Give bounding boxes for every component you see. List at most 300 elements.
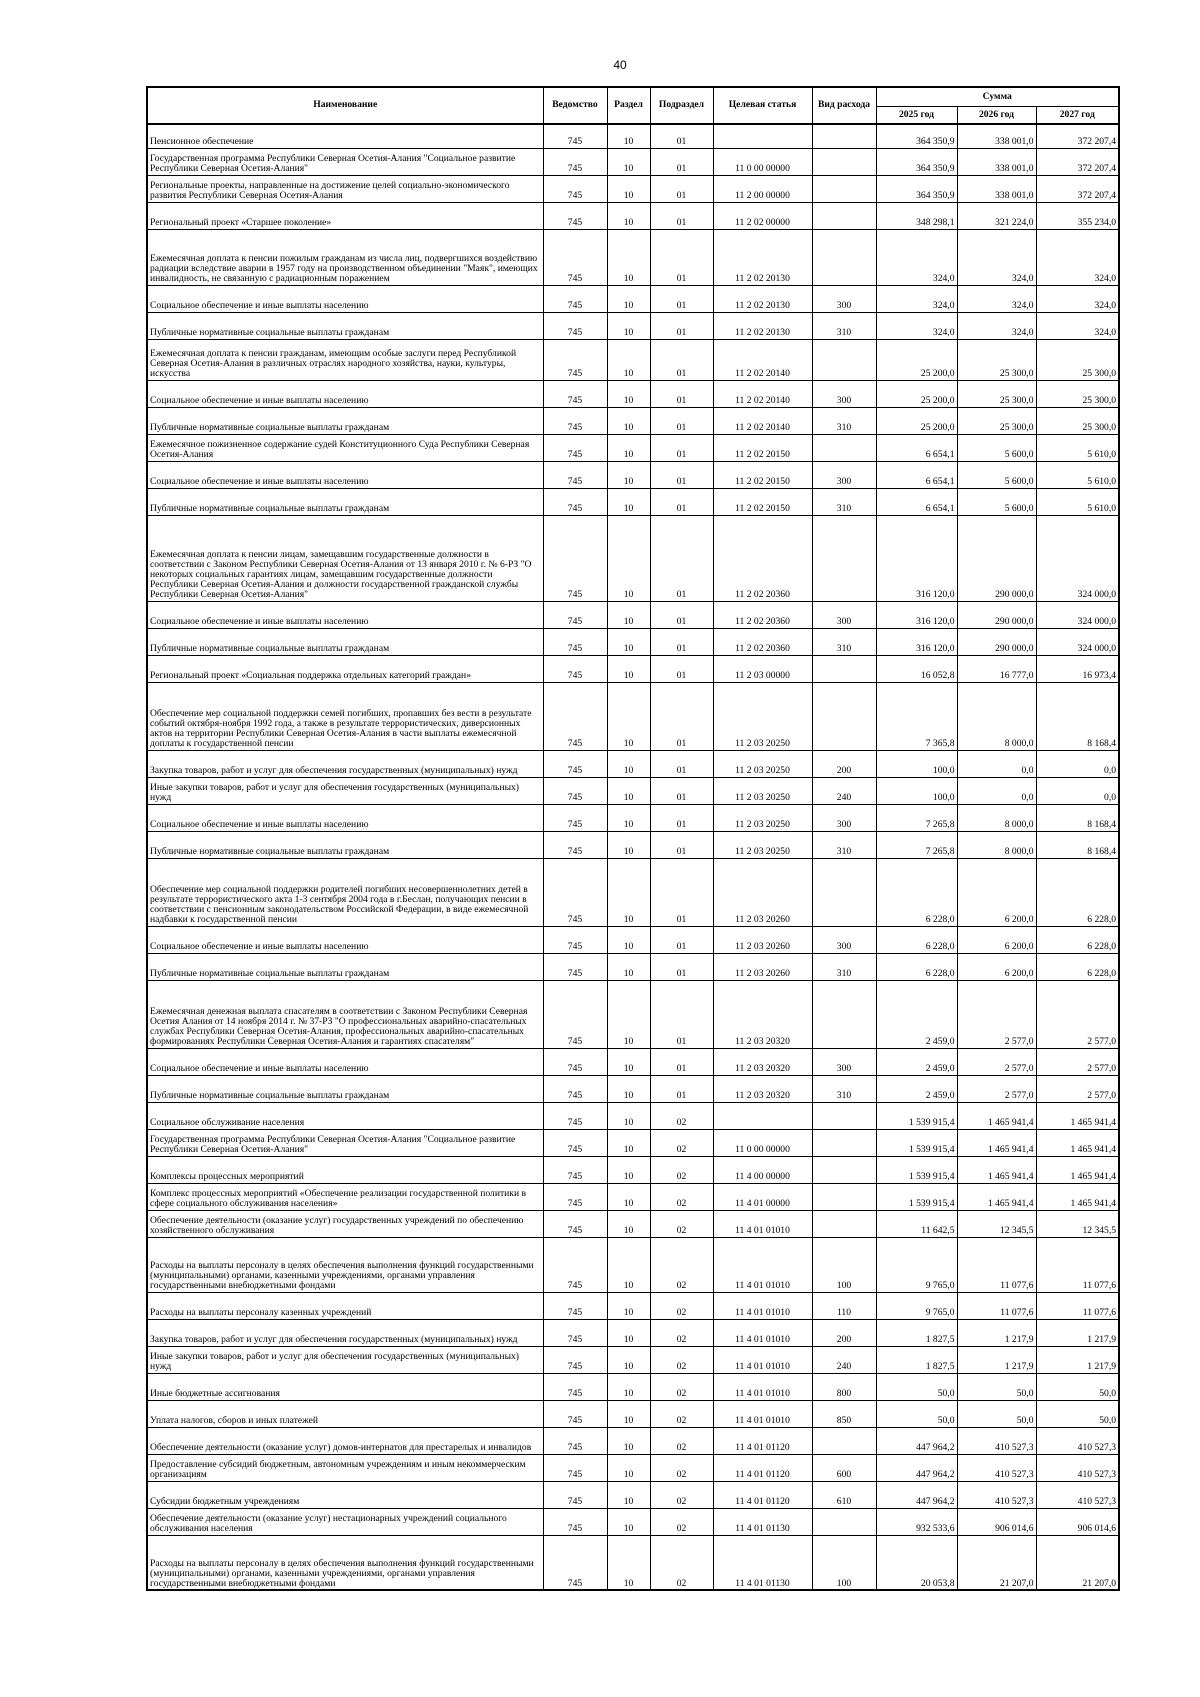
row-section: 10	[607, 1292, 650, 1319]
row-sum-2025: 1 827,5	[876, 1346, 957, 1373]
row-sum-2025: 7 265,8	[876, 804, 957, 831]
row-target: 11 4 01 00000	[713, 1183, 812, 1210]
row-section: 10	[607, 515, 650, 601]
row-sum-2027: 372 207,4	[1036, 124, 1119, 148]
row-sum-2027: 410 527,3	[1036, 1454, 1119, 1481]
row-section: 10	[607, 1454, 650, 1481]
row-subsection: 01	[650, 682, 713, 750]
row-expense-type	[812, 980, 876, 1048]
row-sum-2027: 11 077,6	[1036, 1237, 1119, 1292]
row-target: 11 2 03 20320	[713, 980, 812, 1048]
row-expense-type	[812, 858, 876, 926]
row-dept: 745	[543, 1156, 607, 1183]
row-name: Предоставление субсидий бюджетным, автономным учреждениям и иным некоммерческим организациям	[147, 1454, 543, 1481]
row-target: 11 2 02 20130	[713, 312, 812, 339]
row-section: 10	[607, 1481, 650, 1508]
row-name: Иные закупки товаров, работ и услуг для обеспечения государственных (муниципальных) нужд	[147, 777, 543, 804]
row-sum-2026: 410 527,3	[957, 1454, 1036, 1481]
row-section: 10	[607, 1535, 650, 1590]
row-sum-2026: 324,0	[957, 312, 1036, 339]
row-expense-type: 240	[812, 777, 876, 804]
row-sum-2025: 1 539 915,4	[876, 1156, 957, 1183]
row-sum-2025: 1 539 915,4	[876, 1183, 957, 1210]
row-name: Ежемесячное пожизненное содержание судей Конституционного Суда Республики Северная Осетия-Алания	[147, 434, 543, 461]
row-sum-2026: 25 300,0	[957, 407, 1036, 434]
row-subsection: 02	[650, 1481, 713, 1508]
row-sum-2026: 8 000,0	[957, 831, 1036, 858]
row-subsection: 01	[650, 655, 713, 682]
row-name: Социальное обеспечение и иные выплаты населению	[147, 461, 543, 488]
row-target: 11 4 00 00000	[713, 1156, 812, 1183]
row-name: Обеспечение мер социальной поддержки семей погибших, пропавших без вести в результате событий октября-ноября 1992 года, а также в результате террористических, диверсионных актов на территории Республики Северная Осетия-Алания в части выплаты ежемесячной доплаты к государственной пенсии	[147, 682, 543, 750]
row-section: 10	[607, 1183, 650, 1210]
table-header	[147, 87, 1119, 124]
row-target: 11 0 00 00000	[713, 148, 812, 175]
row-sum-2027: 6 228,0	[1036, 926, 1119, 953]
row-expense-type	[812, 434, 876, 461]
table-row	[147, 1481, 1119, 1508]
row-expense-type	[812, 1156, 876, 1183]
row-sum-2026: 290 000,0	[957, 628, 1036, 655]
table-row	[147, 380, 1119, 407]
row-subsection: 01	[650, 628, 713, 655]
table-row	[147, 1129, 1119, 1156]
row-target: 11 4 01 01010	[713, 1292, 812, 1319]
table-row	[147, 980, 1119, 1048]
row-section: 10	[607, 1075, 650, 1102]
row-sum-2026: 8 000,0	[957, 804, 1036, 831]
row-subsection: 01	[650, 858, 713, 926]
budget-table	[146, 86, 1120, 1591]
row-sum-2025: 324,0	[876, 229, 957, 285]
row-sum-2026: 338 001,0	[957, 175, 1036, 202]
table-row	[147, 202, 1119, 229]
row-expense-type: 300	[812, 926, 876, 953]
row-sum-2025: 6 654,1	[876, 461, 957, 488]
row-sum-2025: 25 200,0	[876, 380, 957, 407]
table-row	[147, 1210, 1119, 1237]
row-subsection: 02	[650, 1129, 713, 1156]
row-target: 11 2 02 20150	[713, 488, 812, 515]
row-sum-2026: 50,0	[957, 1400, 1036, 1427]
row-sum-2027: 2 577,0	[1036, 1048, 1119, 1075]
row-sum-2025: 364 350,9	[876, 124, 957, 148]
row-sum-2027: 12 345,5	[1036, 1210, 1119, 1237]
row-section: 10	[607, 980, 650, 1048]
row-subsection: 01	[650, 461, 713, 488]
row-name: Пенсионное обеспечение	[147, 124, 543, 148]
row-expense-type	[812, 1427, 876, 1454]
header-year-2026: 2026 год	[957, 106, 1036, 124]
row-section: 10	[607, 434, 650, 461]
table-row	[147, 148, 1119, 175]
row-expense-type: 100	[812, 1237, 876, 1292]
row-target: 11 4 01 01130	[713, 1508, 812, 1535]
row-subsection: 01	[650, 380, 713, 407]
row-target: 11 2 02 20140	[713, 339, 812, 380]
row-dept: 745	[543, 750, 607, 777]
row-sum-2025: 2 459,0	[876, 980, 957, 1048]
row-target: 11 2 03 20250	[713, 750, 812, 777]
row-sum-2025: 20 053,8	[876, 1535, 957, 1590]
row-section: 10	[607, 1048, 650, 1075]
row-name: Региональные проекты, направленные на достижение целей социально-экономического развития Республики Северная Осетия-Алания	[147, 175, 543, 202]
row-sum-2026: 21 207,0	[957, 1535, 1036, 1590]
table-row	[147, 1156, 1119, 1183]
header-expense-type: Вид расхода	[812, 87, 876, 124]
row-sum-2025: 364 350,9	[876, 148, 957, 175]
row-section: 10	[607, 804, 650, 831]
row-name: Региональный проект «Старшее поколение»	[147, 202, 543, 229]
row-sum-2026: 8 000,0	[957, 682, 1036, 750]
row-dept: 745	[543, 380, 607, 407]
row-target: 11 2 03 20250	[713, 777, 812, 804]
row-section: 10	[607, 461, 650, 488]
header-subsection: Подраздел	[650, 87, 713, 124]
row-name: Государственная программа Республики Северная Осетия-Алания "Социальное развитие Республики Северная Осетия-Алания"	[147, 1129, 543, 1156]
row-expense-type: 310	[812, 407, 876, 434]
row-expense-type: 300	[812, 804, 876, 831]
row-sum-2026: 1 465 941,4	[957, 1129, 1036, 1156]
row-sum-2027: 355 234,0	[1036, 202, 1119, 229]
row-subsection: 02	[650, 1454, 713, 1481]
row-sum-2026: 1 465 941,4	[957, 1156, 1036, 1183]
row-sum-2025: 6 228,0	[876, 953, 957, 980]
row-sum-2027: 6 228,0	[1036, 953, 1119, 980]
row-expense-type	[812, 175, 876, 202]
table-row	[147, 1319, 1119, 1346]
row-expense-type: 110	[812, 1292, 876, 1319]
row-target: 11 2 02 20140	[713, 380, 812, 407]
row-sum-2027: 50,0	[1036, 1400, 1119, 1427]
row-sum-2027: 1 217,9	[1036, 1346, 1119, 1373]
row-dept: 745	[543, 124, 607, 148]
row-section: 10	[607, 488, 650, 515]
row-subsection: 02	[650, 1183, 713, 1210]
row-sum-2026: 290 000,0	[957, 515, 1036, 601]
row-target: 11 2 03 20250	[713, 682, 812, 750]
row-sum-2025: 316 120,0	[876, 515, 957, 601]
row-sum-2026: 324,0	[957, 229, 1036, 285]
row-target: 11 2 03 00000	[713, 655, 812, 682]
table-row	[147, 229, 1119, 285]
row-name: Ежемесячная денежная выплата спасателям в соответствии с Законом Республики Северная Осетия Алания от 14 ноября 2014 г. № 37-РЗ "О профессиональных аварийно-спасательных службах Республики Северная Осетия-Алания, профессиональных аварийно-спасательных формированиях Республики Северная Осетия-Алания и гарантиях спасателям"	[147, 980, 543, 1048]
row-sum-2025: 447 964,2	[876, 1481, 957, 1508]
row-subsection: 01	[650, 312, 713, 339]
row-sum-2025: 16 052,8	[876, 655, 957, 682]
row-target: 11 4 01 01120	[713, 1427, 812, 1454]
row-sum-2026: 0,0	[957, 750, 1036, 777]
table-row	[147, 601, 1119, 628]
table-row	[147, 682, 1119, 750]
row-subsection: 02	[650, 1292, 713, 1319]
row-expense-type: 800	[812, 1373, 876, 1400]
row-target: 11 2 02 20360	[713, 515, 812, 601]
row-target: 11 2 03 20260	[713, 858, 812, 926]
row-dept: 745	[543, 434, 607, 461]
row-sum-2025: 7 265,8	[876, 831, 957, 858]
row-target: 11 4 01 01130	[713, 1535, 812, 1590]
row-section: 10	[607, 148, 650, 175]
row-section: 10	[607, 1210, 650, 1237]
row-subsection: 02	[650, 1400, 713, 1427]
row-dept: 745	[543, 1508, 607, 1535]
row-expense-type	[812, 1210, 876, 1237]
header-year-2027: 2027 год	[1036, 106, 1119, 124]
row-dept: 745	[543, 461, 607, 488]
row-sum-2027: 0,0	[1036, 750, 1119, 777]
row-subsection: 01	[650, 148, 713, 175]
row-sum-2027: 0,0	[1036, 777, 1119, 804]
row-subsection: 01	[650, 777, 713, 804]
table-row	[147, 858, 1119, 926]
row-name: Расходы на выплаты персоналу казенных учреждений	[147, 1292, 543, 1319]
row-sum-2027: 372 207,4	[1036, 175, 1119, 202]
row-expense-type: 200	[812, 750, 876, 777]
row-section: 10	[607, 682, 650, 750]
row-sum-2026: 6 200,0	[957, 858, 1036, 926]
row-sum-2025: 348 298,1	[876, 202, 957, 229]
row-sum-2025: 316 120,0	[876, 628, 957, 655]
row-name: Региональный проект «Социальная поддержка отдельных категорий граждан»	[147, 655, 543, 682]
row-dept: 745	[543, 202, 607, 229]
table-row	[147, 515, 1119, 601]
row-section: 10	[607, 601, 650, 628]
row-sum-2025: 2 459,0	[876, 1048, 957, 1075]
row-expense-type	[812, 682, 876, 750]
row-subsection: 02	[650, 1237, 713, 1292]
row-expense-type: 310	[812, 831, 876, 858]
row-sum-2025: 1 539 915,4	[876, 1129, 957, 1156]
table-row	[147, 1427, 1119, 1454]
row-name: Публичные нормативные социальные выплаты гражданам	[147, 407, 543, 434]
row-subsection: 01	[650, 750, 713, 777]
row-sum-2027: 410 527,3	[1036, 1481, 1119, 1508]
table-row	[147, 777, 1119, 804]
row-name: Обеспечение деятельности (оказание услуг) государственных учреждений по обеспечению хозяйственного обслуживания	[147, 1210, 543, 1237]
row-sum-2025: 316 120,0	[876, 601, 957, 628]
table-row	[147, 1292, 1119, 1319]
row-sum-2027: 324,0	[1036, 285, 1119, 312]
row-sum-2026: 5 600,0	[957, 488, 1036, 515]
row-sum-2026: 324,0	[957, 285, 1036, 312]
row-subsection: 01	[650, 515, 713, 601]
row-dept: 745	[543, 1237, 607, 1292]
table-row	[147, 407, 1119, 434]
row-expense-type: 610	[812, 1481, 876, 1508]
row-expense-type: 850	[812, 1400, 876, 1427]
row-sum-2027: 2 577,0	[1036, 1075, 1119, 1102]
row-sum-2026: 2 577,0	[957, 980, 1036, 1048]
row-subsection: 01	[650, 488, 713, 515]
row-sum-2027: 1 465 941,4	[1036, 1102, 1119, 1129]
table-row	[147, 628, 1119, 655]
row-sum-2027: 8 168,4	[1036, 831, 1119, 858]
row-subsection: 01	[650, 339, 713, 380]
table-row	[147, 953, 1119, 980]
table-row	[147, 175, 1119, 202]
row-target: 11 2 02 20130	[713, 285, 812, 312]
row-target: 11 4 01 01010	[713, 1319, 812, 1346]
row-dept: 745	[543, 1454, 607, 1481]
row-dept: 745	[543, 1427, 607, 1454]
row-name: Ежемесячная доплата к пенсии лицам, замещавшим государственные должности в соответствии с Законом Республики Северная Осетия-Алания от 13 января 2010 г. № 6-РЗ "О некоторых социальных гарантиях лицам, замещавшим государственные должности Республики Северная Осетия-Алания и должности государственной гражданской службы Республики Северная Осетия-Алания"	[147, 515, 543, 601]
row-name: Обеспечение деятельности (оказание услуг) нестационарных учреждений социального обслуживания населения	[147, 1508, 543, 1535]
row-name: Публичные нормативные социальные выплаты гражданам	[147, 953, 543, 980]
row-sum-2025: 50,0	[876, 1373, 957, 1400]
row-sum-2027: 50,0	[1036, 1373, 1119, 1400]
row-target	[713, 1102, 812, 1129]
row-target: 11 0 00 00000	[713, 1129, 812, 1156]
row-name: Публичные нормативные социальные выплаты гражданам	[147, 312, 543, 339]
row-dept: 745	[543, 1129, 607, 1156]
row-sum-2026: 12 345,5	[957, 1210, 1036, 1237]
row-sum-2027: 410 527,3	[1036, 1427, 1119, 1454]
row-sum-2026: 2 577,0	[957, 1048, 1036, 1075]
row-dept: 745	[543, 1075, 607, 1102]
row-name: Уплата налогов, сборов и иных платежей	[147, 1400, 543, 1427]
row-sum-2027: 16 973,4	[1036, 655, 1119, 682]
row-dept: 745	[543, 1102, 607, 1129]
row-dept: 745	[543, 953, 607, 980]
row-sum-2025: 6 654,1	[876, 434, 957, 461]
row-sum-2027: 324 000,0	[1036, 515, 1119, 601]
row-subsection: 01	[650, 926, 713, 953]
row-subsection: 02	[650, 1156, 713, 1183]
row-section: 10	[607, 926, 650, 953]
row-expense-type	[812, 124, 876, 148]
row-dept: 745	[543, 831, 607, 858]
row-dept: 745	[543, 515, 607, 601]
table-row	[147, 1183, 1119, 1210]
row-section: 10	[607, 1373, 650, 1400]
table-row	[147, 1048, 1119, 1075]
row-name: Закупка товаров, работ и услуг для обеспечения государственных (муниципальных) нужд	[147, 750, 543, 777]
row-sum-2026: 906 014,6	[957, 1508, 1036, 1535]
row-sum-2025: 9 765,0	[876, 1237, 957, 1292]
row-expense-type	[812, 655, 876, 682]
row-subsection: 01	[650, 601, 713, 628]
row-dept: 745	[543, 1346, 607, 1373]
row-subsection: 02	[650, 1319, 713, 1346]
row-section: 10	[607, 1237, 650, 1292]
row-dept: 745	[543, 1183, 607, 1210]
row-sum-2025: 932 533,6	[876, 1508, 957, 1535]
row-sum-2025: 2 459,0	[876, 1075, 957, 1102]
table-row	[147, 1373, 1119, 1400]
row-sum-2027: 906 014,6	[1036, 1508, 1119, 1535]
row-sum-2026: 11 077,6	[957, 1292, 1036, 1319]
row-subsection: 01	[650, 1048, 713, 1075]
row-target: 11 4 01 01010	[713, 1237, 812, 1292]
row-name: Иные закупки товаров, работ и услуг для обеспечения государственных (муниципальных) нужд	[147, 1346, 543, 1373]
table-row	[147, 461, 1119, 488]
row-expense-type: 240	[812, 1346, 876, 1373]
row-sum-2025: 6 654,1	[876, 488, 957, 515]
row-dept: 745	[543, 175, 607, 202]
row-dept: 745	[543, 601, 607, 628]
row-name: Социальное обеспечение и иные выплаты населению	[147, 1048, 543, 1075]
row-subsection: 01	[650, 980, 713, 1048]
row-dept: 745	[543, 1319, 607, 1346]
table-row	[147, 750, 1119, 777]
row-sum-2027: 2 577,0	[1036, 980, 1119, 1048]
row-dept: 745	[543, 339, 607, 380]
row-section: 10	[607, 380, 650, 407]
row-section: 10	[607, 655, 650, 682]
row-section: 10	[607, 285, 650, 312]
row-sum-2025: 25 200,0	[876, 339, 957, 380]
row-name: Закупка товаров, работ и услуг для обеспечения государственных (муниципальных) нужд	[147, 1319, 543, 1346]
table-row	[147, 312, 1119, 339]
row-sum-2026: 6 200,0	[957, 926, 1036, 953]
row-section: 10	[607, 1156, 650, 1183]
row-sum-2027: 1 465 941,4	[1036, 1183, 1119, 1210]
row-sum-2025: 324,0	[876, 312, 957, 339]
row-name: Социальное обеспечение и иные выплаты населению	[147, 285, 543, 312]
row-subsection: 01	[650, 831, 713, 858]
row-section: 10	[607, 750, 650, 777]
row-target: 11 2 02 00000	[713, 202, 812, 229]
table-row	[147, 124, 1119, 148]
row-sum-2025: 6 228,0	[876, 858, 957, 926]
row-expense-type: 300	[812, 1048, 876, 1075]
row-sum-2027: 25 300,0	[1036, 407, 1119, 434]
row-section: 10	[607, 312, 650, 339]
row-sum-2025: 100,0	[876, 777, 957, 804]
row-sum-2026: 338 001,0	[957, 148, 1036, 175]
row-expense-type	[812, 339, 876, 380]
row-sum-2027: 25 300,0	[1036, 339, 1119, 380]
row-dept: 745	[543, 926, 607, 953]
row-target: 11 2 00 00000	[713, 175, 812, 202]
row-subsection: 01	[650, 1075, 713, 1102]
row-subsection: 02	[650, 1346, 713, 1373]
row-expense-type	[812, 202, 876, 229]
row-sum-2025: 1 539 915,4	[876, 1102, 957, 1129]
row-dept: 745	[543, 858, 607, 926]
row-target: 11 4 01 01120	[713, 1481, 812, 1508]
row-sum-2025: 324,0	[876, 285, 957, 312]
row-section: 10	[607, 407, 650, 434]
row-target: 11 2 02 20130	[713, 229, 812, 285]
row-dept: 745	[543, 804, 607, 831]
row-subsection: 02	[650, 1373, 713, 1400]
row-dept: 745	[543, 980, 607, 1048]
row-subsection: 02	[650, 1535, 713, 1590]
row-sum-2026: 6 200,0	[957, 953, 1036, 980]
row-section: 10	[607, 1400, 650, 1427]
table-body	[147, 124, 1119, 1590]
row-sum-2026: 410 527,3	[957, 1427, 1036, 1454]
page-number: 40	[613, 58, 627, 72]
row-sum-2025: 100,0	[876, 750, 957, 777]
row-sum-2027: 8 168,4	[1036, 804, 1119, 831]
row-sum-2025: 50,0	[876, 1400, 957, 1427]
row-target: 11 4 01 01120	[713, 1454, 812, 1481]
row-sum-2027: 1 465 941,4	[1036, 1156, 1119, 1183]
row-expense-type	[812, 1129, 876, 1156]
row-section: 10	[607, 1102, 650, 1129]
row-name: Комплексы процессных мероприятий	[147, 1156, 543, 1183]
row-section: 10	[607, 1319, 650, 1346]
row-target: 11 4 01 01010	[713, 1210, 812, 1237]
header-section: Раздел	[607, 87, 650, 124]
row-expense-type: 300	[812, 380, 876, 407]
row-expense-type: 100	[812, 1535, 876, 1590]
row-target: 11 4 01 01010	[713, 1400, 812, 1427]
table-row	[147, 488, 1119, 515]
